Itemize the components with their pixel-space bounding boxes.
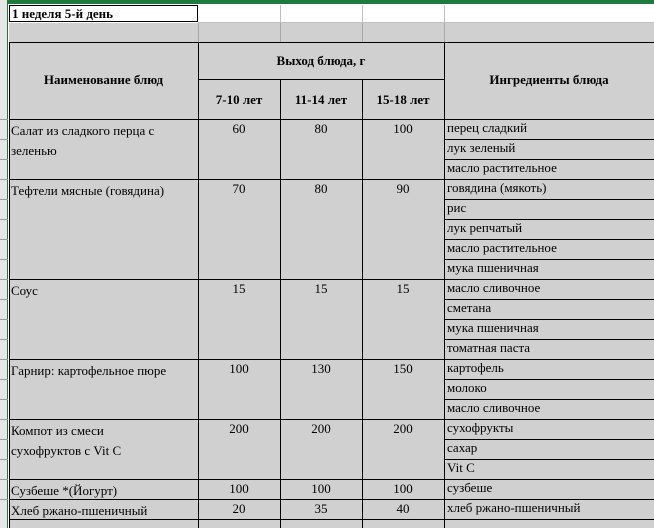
ingredient-cell[interactable]: масло растительное bbox=[447, 160, 557, 175]
dish-name-cell[interactable] bbox=[9, 279, 198, 359]
dish-name-line: Салат из сладкого перца с bbox=[11, 123, 155, 138]
age-header-7-10[interactable]: 7-10 лет bbox=[215, 92, 263, 107]
yield-value-cell[interactable]: 15 bbox=[396, 281, 410, 296]
yield-value-cell[interactable]: 100 bbox=[393, 121, 413, 136]
gridline bbox=[444, 5, 445, 22]
ingredient-divider bbox=[444, 459, 654, 460]
yield-value-cell[interactable]: 60 bbox=[232, 121, 246, 136]
dish-name-line: сухофруктов с Vit C bbox=[11, 443, 122, 458]
yield-value-cell[interactable]: 90 bbox=[396, 181, 410, 196]
sheet-title-cell[interactable] bbox=[9, 5, 198, 22]
sheet-title: 1 неделя 5-й день bbox=[12, 6, 114, 21]
yield-value-cell[interactable]: 200 bbox=[311, 421, 331, 436]
ingredient-cell[interactable]: мука пшеничная bbox=[447, 260, 539, 275]
ingredient-divider bbox=[444, 319, 654, 320]
column-border bbox=[362, 79, 363, 528]
yield-value-cell[interactable]: 80 bbox=[314, 121, 328, 136]
row-header-edge bbox=[0, 379, 8, 380]
yield-value-cell[interactable]: 100 bbox=[311, 481, 331, 496]
ingredient-cell[interactable]: мука пшеничная bbox=[447, 320, 539, 335]
row-border bbox=[9, 359, 654, 360]
ingredient-divider bbox=[444, 339, 654, 340]
row-header-edge bbox=[0, 159, 8, 160]
gridline bbox=[362, 23, 363, 42]
row-header-edge bbox=[0, 419, 8, 420]
row-header-edge bbox=[0, 399, 8, 400]
ingredient-cell[interactable]: говядина (мякоть) bbox=[447, 180, 547, 195]
ingredient-divider bbox=[444, 379, 654, 380]
gridline bbox=[280, 5, 281, 22]
yield-sub-border bbox=[198, 79, 444, 80]
ingredient-cell[interactable]: перец сладкий bbox=[447, 120, 528, 135]
row-header-edge bbox=[0, 219, 8, 220]
column-border bbox=[444, 42, 445, 528]
row-header-edge bbox=[0, 499, 8, 500]
table-top-border bbox=[9, 42, 654, 43]
row-header-edge bbox=[0, 179, 8, 180]
ingredient-divider bbox=[444, 439, 654, 440]
row-header-edge bbox=[0, 199, 8, 200]
dish-name-line: Гарнир: картофельное пюре bbox=[11, 363, 167, 378]
dish-name-cell[interactable] bbox=[9, 119, 198, 179]
ingredient-cell[interactable]: масло сливочное bbox=[447, 280, 541, 295]
ingredient-cell[interactable]: томатная паста bbox=[447, 340, 531, 355]
row-header-edge bbox=[0, 459, 8, 460]
row-border bbox=[9, 419, 654, 420]
row-header-edge bbox=[0, 479, 8, 480]
column-border bbox=[9, 42, 10, 528]
ingredients-header[interactable]: Ингредиенты блюда bbox=[489, 72, 609, 87]
row-border bbox=[9, 179, 654, 180]
yield-value-cell[interactable]: 35 bbox=[314, 501, 328, 516]
yield-header[interactable]: Выход блюда, г bbox=[276, 53, 366, 68]
ingredient-divider bbox=[444, 199, 654, 200]
column-border bbox=[198, 42, 199, 528]
ingredient-cell[interactable]: лук зеленый bbox=[447, 140, 516, 155]
gridline bbox=[362, 5, 363, 22]
ingredient-divider bbox=[444, 159, 654, 160]
row-header-border bbox=[7, 0, 8, 528]
yield-value-cell[interactable]: 40 bbox=[396, 501, 410, 516]
yield-value-cell[interactable]: 80 bbox=[314, 181, 328, 196]
gridline bbox=[444, 23, 445, 42]
gridline bbox=[198, 23, 199, 42]
age-header-11-14[interactable]: 11-14 лет bbox=[294, 92, 348, 107]
ingredient-divider bbox=[444, 399, 654, 400]
row-header-edge bbox=[0, 339, 8, 340]
ingredient-cell[interactable]: сузбеше bbox=[447, 480, 493, 495]
ingredient-cell[interactable]: сухофрукты bbox=[447, 420, 514, 435]
row-header-edge bbox=[0, 359, 8, 360]
dish-name-cell[interactable] bbox=[9, 179, 198, 279]
gridline bbox=[280, 23, 281, 42]
yield-value-cell[interactable]: 100 bbox=[393, 481, 413, 496]
header-bottom-border bbox=[9, 119, 654, 120]
dish-name-cell[interactable] bbox=[9, 499, 198, 519]
dish-name-line: зеленью bbox=[11, 143, 57, 158]
row-header-edge bbox=[0, 239, 8, 240]
ingredient-divider bbox=[444, 299, 654, 300]
row-border bbox=[9, 479, 654, 480]
ingredient-cell[interactable]: сахар bbox=[447, 440, 478, 455]
row-header-edge bbox=[0, 279, 8, 280]
dish-name-line: Сузбеше *(Йогурт) bbox=[11, 483, 118, 498]
row-header-edge bbox=[0, 319, 8, 320]
ingredient-cell[interactable]: молоко bbox=[447, 380, 487, 395]
yield-value-cell[interactable]: 100 bbox=[229, 361, 249, 376]
dish-name-cell[interactable] bbox=[9, 419, 198, 479]
row-header-edge bbox=[0, 259, 8, 260]
dish-name-header[interactable]: Наименование блюд bbox=[43, 72, 164, 87]
ingredient-divider bbox=[444, 219, 654, 220]
row-border bbox=[9, 499, 654, 500]
row-header-edge bbox=[0, 119, 8, 120]
yield-value-cell[interactable]: 130 bbox=[311, 361, 331, 376]
yield-value-cell[interactable]: 20 bbox=[232, 501, 246, 516]
dish-name-line: Компот из смеси bbox=[11, 423, 104, 438]
ingredient-cell[interactable]: рис bbox=[447, 200, 467, 215]
ingredient-divider bbox=[444, 139, 654, 140]
ingredient-divider bbox=[444, 259, 654, 260]
age-header-15-18[interactable]: 15-18 лет bbox=[376, 92, 430, 107]
ingredient-cell[interactable]: лук репчатый bbox=[447, 220, 523, 235]
yield-value-cell[interactable]: 150 bbox=[393, 361, 413, 376]
yield-value-cell[interactable]: 100 bbox=[229, 481, 249, 496]
dish-name-line: Тефтели мясные (говядина) bbox=[11, 183, 165, 198]
row-header-edge bbox=[0, 439, 8, 440]
empty-cell[interactable] bbox=[198, 5, 654, 22]
ingredient-cell[interactable]: картофель bbox=[447, 360, 504, 375]
ingredient-cell[interactable]: масло растительное bbox=[447, 240, 557, 255]
row-border bbox=[9, 279, 654, 280]
empty-row[interactable] bbox=[9, 23, 654, 42]
yield-value-cell[interactable]: 15 bbox=[314, 281, 328, 296]
ingredient-cell[interactable]: масло сливочное bbox=[447, 400, 541, 415]
yield-value-cell[interactable]: 200 bbox=[229, 421, 249, 436]
yield-value-cell[interactable]: 200 bbox=[393, 421, 413, 436]
ingredient-cell[interactable]: Vit C bbox=[447, 460, 475, 475]
window-top-border bbox=[0, 0, 654, 4]
dish-name-line: Хлеб ржано-пшеничный bbox=[11, 503, 148, 518]
yield-value-cell[interactable]: 15 bbox=[232, 281, 246, 296]
yield-value-cell[interactable]: 70 bbox=[232, 181, 246, 196]
row-header-edge bbox=[0, 299, 8, 300]
row-header-edge bbox=[0, 139, 8, 140]
ingredient-divider bbox=[444, 239, 654, 240]
column-border bbox=[280, 79, 281, 528]
dish-name-cell[interactable] bbox=[9, 479, 198, 499]
ingredient-cell[interactable]: хлеб ржано-пшеничный bbox=[447, 500, 581, 515]
row-border bbox=[9, 519, 654, 520]
dish-name-cell[interactable] bbox=[9, 359, 198, 419]
ingredient-cell[interactable]: сметана bbox=[447, 300, 492, 315]
dish-name-line: Соус bbox=[11, 283, 38, 298]
